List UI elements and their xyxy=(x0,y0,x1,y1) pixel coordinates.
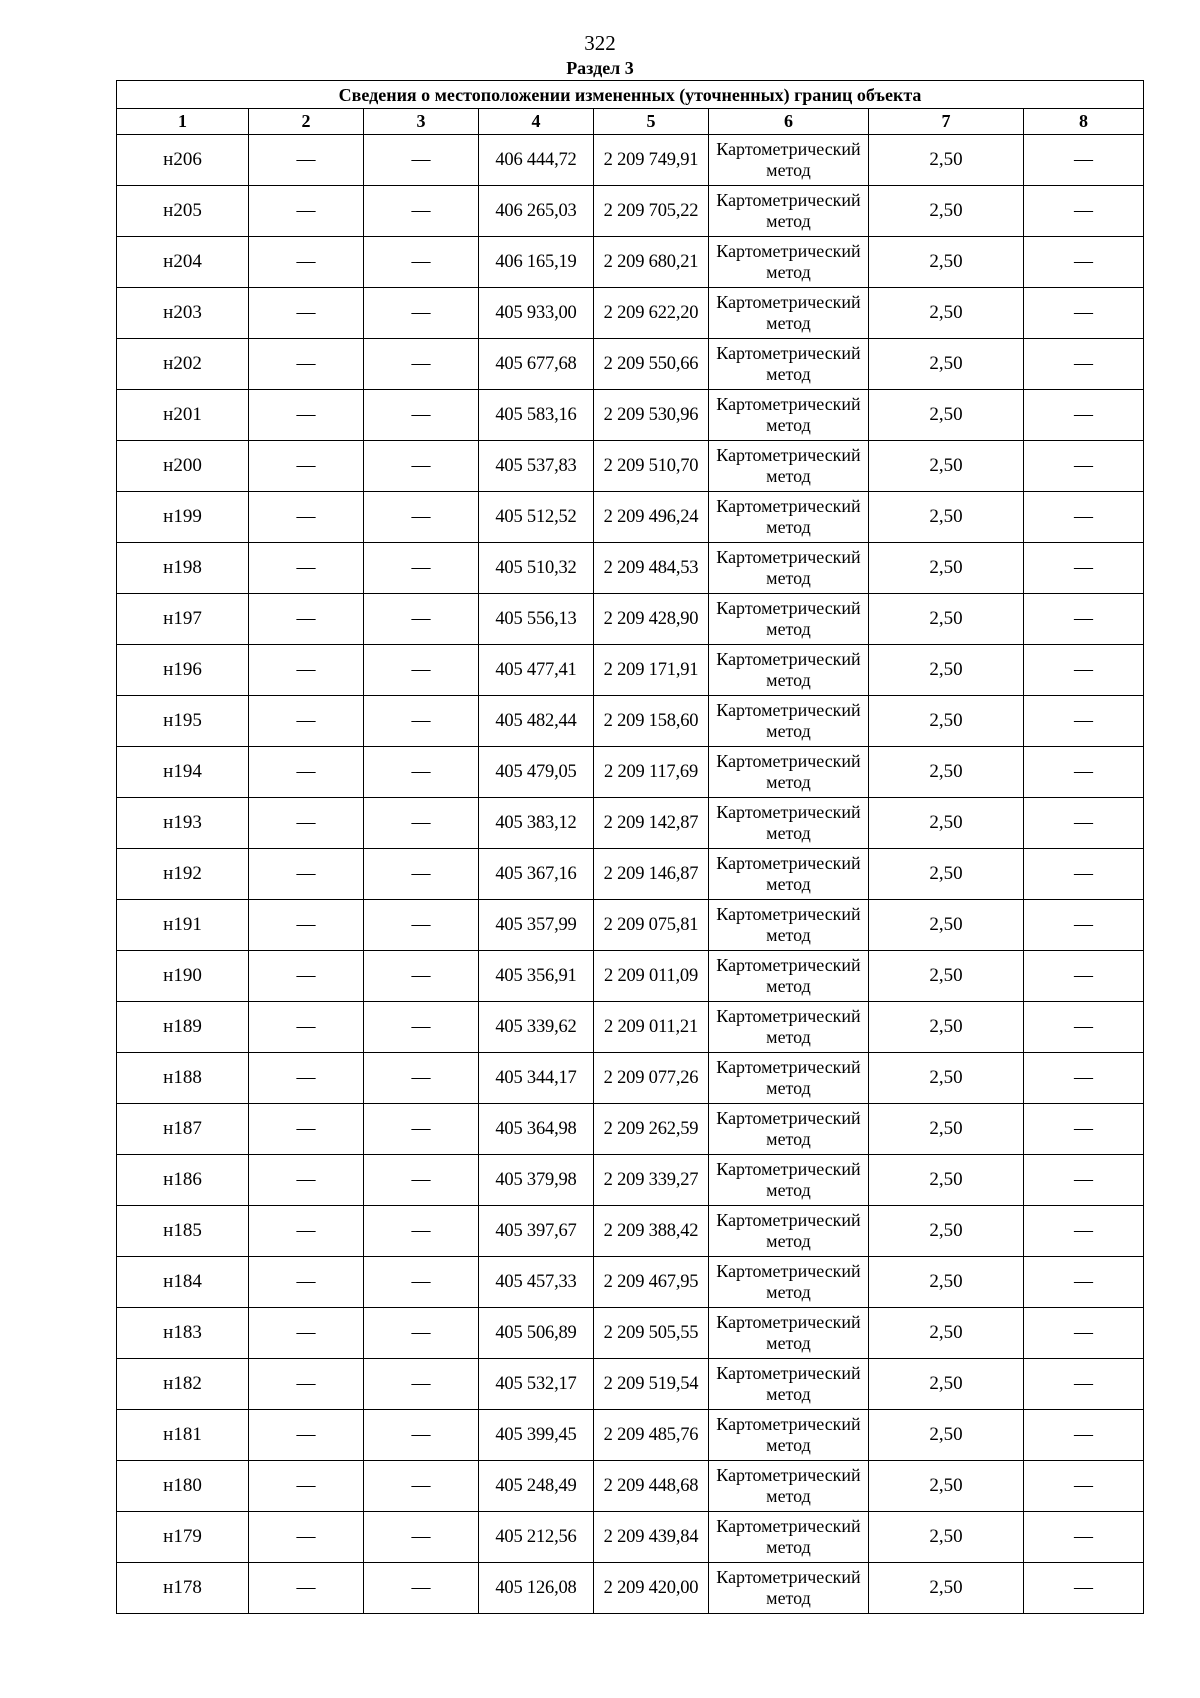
method-cell: Картометрический метод xyxy=(709,441,869,492)
coord-x-cell: 405 397,67 xyxy=(479,1206,594,1257)
point-number-cell: н186 xyxy=(117,1155,249,1206)
point-number-cell: н206 xyxy=(117,135,249,186)
coord-x-cell: 405 479,05 xyxy=(479,747,594,798)
point-number-cell: н202 xyxy=(117,339,249,390)
dash-cell: — xyxy=(1024,1104,1144,1155)
method-cell: Картометрический метод xyxy=(709,1155,869,1206)
table-row xyxy=(117,1563,1144,1614)
table-row xyxy=(117,1155,1144,1206)
table-row xyxy=(117,390,1144,441)
accuracy-cell: 2,50 xyxy=(869,237,1024,288)
column-number: 1 xyxy=(117,109,249,135)
dash-cell: — xyxy=(1024,288,1144,339)
accuracy-cell: 2,50 xyxy=(869,1359,1024,1410)
coord-y-cell: 2 209 467,95 xyxy=(594,1257,709,1308)
coord-y-cell: 2 209 075,81 xyxy=(594,900,709,951)
table-row xyxy=(117,594,1144,645)
coord-x-cell: 405 356,91 xyxy=(479,951,594,1002)
coord-x-cell: 406 265,03 xyxy=(479,186,594,237)
dash-cell: — xyxy=(1024,1461,1144,1512)
page-number: 322 xyxy=(584,31,616,55)
dash-cell: — xyxy=(1024,1359,1144,1410)
coord-y-cell: 2 209 510,70 xyxy=(594,441,709,492)
table-row xyxy=(117,1053,1144,1104)
point-number-cell: н204 xyxy=(117,237,249,288)
dash-cell: — xyxy=(1024,798,1144,849)
coord-y-cell: 2 209 077,26 xyxy=(594,1053,709,1104)
accuracy-cell: 2,50 xyxy=(869,849,1024,900)
coord-x-cell: 405 457,33 xyxy=(479,1257,594,1308)
method-cell: Картометрический метод xyxy=(709,645,869,696)
table-row xyxy=(117,900,1144,951)
dash-cell: — xyxy=(1024,492,1144,543)
point-number-cell: н180 xyxy=(117,1461,249,1512)
coord-y-cell: 2 209 705,22 xyxy=(594,186,709,237)
table-row xyxy=(117,1206,1144,1257)
coord-y-cell: 2 209 485,76 xyxy=(594,1410,709,1461)
dash-cell: — xyxy=(249,1512,364,1563)
accuracy-cell: 2,50 xyxy=(869,492,1024,543)
dash-cell: — xyxy=(1024,747,1144,798)
coord-x-cell: 405 532,17 xyxy=(479,1359,594,1410)
dash-cell: — xyxy=(249,1002,364,1053)
point-number-cell: н193 xyxy=(117,798,249,849)
dash-cell: — xyxy=(364,594,479,645)
dash-cell: — xyxy=(249,1563,364,1614)
point-number-cell: н182 xyxy=(117,1359,249,1410)
dash-cell: — xyxy=(364,900,479,951)
dash-cell: — xyxy=(249,747,364,798)
table-row xyxy=(117,1512,1144,1563)
table-row xyxy=(117,237,1144,288)
dash-cell: — xyxy=(1024,594,1144,645)
method-cell: Картометрический метод xyxy=(709,1308,869,1359)
dash-cell: — xyxy=(364,747,479,798)
coord-y-cell: 2 209 680,21 xyxy=(594,237,709,288)
coord-y-cell: 2 209 171,91 xyxy=(594,645,709,696)
point-number-cell: н192 xyxy=(117,849,249,900)
accuracy-cell: 2,50 xyxy=(869,543,1024,594)
dash-cell: — xyxy=(1024,645,1144,696)
dash-cell: — xyxy=(364,135,479,186)
dash-cell: — xyxy=(364,492,479,543)
dash-cell: — xyxy=(249,951,364,1002)
dash-cell: — xyxy=(1024,543,1144,594)
accuracy-cell: 2,50 xyxy=(869,135,1024,186)
accuracy-cell: 2,50 xyxy=(869,645,1024,696)
coord-y-cell: 2 209 262,59 xyxy=(594,1104,709,1155)
point-number-cell: н200 xyxy=(117,441,249,492)
dash-cell: — xyxy=(1024,1257,1144,1308)
column-number-row xyxy=(117,109,1144,135)
column-number: 2 xyxy=(249,109,364,135)
dash-cell: — xyxy=(249,543,364,594)
method-cell: Картометрический метод xyxy=(709,1512,869,1563)
point-number-cell: н181 xyxy=(117,1410,249,1461)
dash-cell: — xyxy=(1024,237,1144,288)
dash-cell: — xyxy=(249,1155,364,1206)
dash-cell: — xyxy=(249,1104,364,1155)
coord-x-cell: 405 212,56 xyxy=(479,1512,594,1563)
method-cell: Картометрический метод xyxy=(709,951,869,1002)
dash-cell: — xyxy=(1024,390,1144,441)
coord-x-cell: 406 444,72 xyxy=(479,135,594,186)
table-row xyxy=(117,951,1144,1002)
coord-x-cell: 405 512,52 xyxy=(479,492,594,543)
dash-cell: — xyxy=(1024,696,1144,747)
dash-cell: — xyxy=(1024,1053,1144,1104)
point-number-cell: н205 xyxy=(117,186,249,237)
coord-y-cell: 2 209 142,87 xyxy=(594,798,709,849)
coord-y-cell: 2 209 496,24 xyxy=(594,492,709,543)
section-title: Раздел 3 xyxy=(566,58,634,78)
dash-cell: — xyxy=(249,339,364,390)
accuracy-cell: 2,50 xyxy=(869,1257,1024,1308)
dash-cell: — xyxy=(1024,951,1144,1002)
coord-y-cell: 2 209 622,20 xyxy=(594,288,709,339)
method-cell: Картометрический метод xyxy=(709,1461,869,1512)
dash-cell: — xyxy=(364,798,479,849)
coord-y-cell: 2 209 011,21 xyxy=(594,1002,709,1053)
point-number-cell: н196 xyxy=(117,645,249,696)
dash-cell: — xyxy=(1024,1563,1144,1614)
dash-cell: — xyxy=(249,1308,364,1359)
coord-y-cell: 2 209 339,27 xyxy=(594,1155,709,1206)
coord-x-cell: 405 556,13 xyxy=(479,594,594,645)
method-cell: Картометрический метод xyxy=(709,237,869,288)
accuracy-cell: 2,50 xyxy=(869,390,1024,441)
dash-cell: — xyxy=(1024,1512,1144,1563)
dash-cell: — xyxy=(1024,1206,1144,1257)
dash-cell: — xyxy=(249,1257,364,1308)
method-cell: Картометрический метод xyxy=(709,696,869,747)
dash-cell: — xyxy=(364,1257,479,1308)
coord-y-cell: 2 209 749,91 xyxy=(594,135,709,186)
accuracy-cell: 2,50 xyxy=(869,1155,1024,1206)
table-caption: Сведения о местоположении измененных (уточненных) границ объекта xyxy=(117,81,1144,109)
column-number: 6 xyxy=(709,109,869,135)
coord-x-cell: 405 477,41 xyxy=(479,645,594,696)
accuracy-cell: 2,50 xyxy=(869,441,1024,492)
dash-cell: — xyxy=(364,1155,479,1206)
method-cell: Картометрический метод xyxy=(709,849,869,900)
point-number-cell: н203 xyxy=(117,288,249,339)
method-cell: Картометрический метод xyxy=(709,543,869,594)
point-number-cell: н187 xyxy=(117,1104,249,1155)
dash-cell: — xyxy=(249,441,364,492)
dash-cell: — xyxy=(1024,441,1144,492)
dash-cell: — xyxy=(1024,1155,1144,1206)
dash-cell: — xyxy=(249,645,364,696)
method-cell: Картометрический метод xyxy=(709,186,869,237)
dash-cell: — xyxy=(364,696,479,747)
point-number-cell: н199 xyxy=(117,492,249,543)
coord-x-cell: 405 537,83 xyxy=(479,441,594,492)
table-row xyxy=(117,135,1144,186)
table-row xyxy=(117,1359,1144,1410)
boundary-coordinates-table xyxy=(116,80,1144,1614)
coord-y-cell: 2 209 530,96 xyxy=(594,390,709,441)
coord-y-cell: 2 209 448,68 xyxy=(594,1461,709,1512)
dash-cell: — xyxy=(364,441,479,492)
dash-cell: — xyxy=(364,543,479,594)
point-number-cell: н184 xyxy=(117,1257,249,1308)
dash-cell: — xyxy=(249,849,364,900)
table-row xyxy=(117,441,1144,492)
method-cell: Картометрический метод xyxy=(709,1257,869,1308)
coord-y-cell: 2 209 505,55 xyxy=(594,1308,709,1359)
dash-cell: — xyxy=(1024,339,1144,390)
coord-y-cell: 2 209 428,90 xyxy=(594,594,709,645)
coord-y-cell: 2 209 519,54 xyxy=(594,1359,709,1410)
dash-cell: — xyxy=(364,1461,479,1512)
coord-x-cell: 405 248,49 xyxy=(479,1461,594,1512)
table-row xyxy=(117,543,1144,594)
column-number: 3 xyxy=(364,109,479,135)
coord-x-cell: 405 510,32 xyxy=(479,543,594,594)
point-number-cell: н179 xyxy=(117,1512,249,1563)
accuracy-cell: 2,50 xyxy=(869,1053,1024,1104)
table-row xyxy=(117,1104,1144,1155)
point-number-cell: н201 xyxy=(117,390,249,441)
accuracy-cell: 2,50 xyxy=(869,594,1024,645)
coord-x-cell: 406 165,19 xyxy=(479,237,594,288)
dash-cell: — xyxy=(1024,135,1144,186)
dash-cell: — xyxy=(249,594,364,645)
column-number: 8 xyxy=(1024,109,1144,135)
coord-x-cell: 405 383,12 xyxy=(479,798,594,849)
dash-cell: — xyxy=(249,696,364,747)
table-row xyxy=(117,186,1144,237)
table-row xyxy=(117,696,1144,747)
accuracy-cell: 2,50 xyxy=(869,339,1024,390)
dash-cell: — xyxy=(364,951,479,1002)
column-number: 5 xyxy=(594,109,709,135)
method-cell: Картометрический метод xyxy=(709,1053,869,1104)
dash-cell: — xyxy=(364,1308,479,1359)
coord-x-cell: 405 367,16 xyxy=(479,849,594,900)
point-number-cell: н194 xyxy=(117,747,249,798)
coord-x-cell: 405 126,08 xyxy=(479,1563,594,1614)
dash-cell: — xyxy=(364,645,479,696)
accuracy-cell: 2,50 xyxy=(869,288,1024,339)
method-cell: Картометрический метод xyxy=(709,798,869,849)
accuracy-cell: 2,50 xyxy=(869,1461,1024,1512)
table-row xyxy=(117,849,1144,900)
dash-cell: — xyxy=(249,1206,364,1257)
method-cell: Картометрический метод xyxy=(709,1410,869,1461)
accuracy-cell: 2,50 xyxy=(869,951,1024,1002)
table-row xyxy=(117,1257,1144,1308)
dash-cell: — xyxy=(364,1104,479,1155)
dash-cell: — xyxy=(249,1359,364,1410)
dash-cell: — xyxy=(364,1410,479,1461)
accuracy-cell: 2,50 xyxy=(869,1512,1024,1563)
dash-cell: — xyxy=(249,135,364,186)
accuracy-cell: 2,50 xyxy=(869,1104,1024,1155)
accuracy-cell: 2,50 xyxy=(869,747,1024,798)
dash-cell: — xyxy=(249,492,364,543)
dash-cell: — xyxy=(249,1461,364,1512)
method-cell: Картометрический метод xyxy=(709,492,869,543)
dash-cell: — xyxy=(1024,849,1144,900)
dash-cell: — xyxy=(364,237,479,288)
table-row xyxy=(117,1410,1144,1461)
dash-cell: — xyxy=(249,390,364,441)
dash-cell: — xyxy=(364,1053,479,1104)
dash-cell: — xyxy=(249,798,364,849)
coord-y-cell: 2 209 439,84 xyxy=(594,1512,709,1563)
dash-cell: — xyxy=(364,339,479,390)
point-number-cell: н190 xyxy=(117,951,249,1002)
coord-y-cell: 2 209 146,87 xyxy=(594,849,709,900)
dash-cell: — xyxy=(1024,1308,1144,1359)
dash-cell: — xyxy=(249,186,364,237)
dash-cell: — xyxy=(364,390,479,441)
method-cell: Картометрический метод xyxy=(709,288,869,339)
coord-x-cell: 405 344,17 xyxy=(479,1053,594,1104)
table-row xyxy=(117,1461,1144,1512)
method-cell: Картометрический метод xyxy=(709,594,869,645)
coord-y-cell: 2 209 388,42 xyxy=(594,1206,709,1257)
dash-cell: — xyxy=(364,1563,479,1614)
accuracy-cell: 2,50 xyxy=(869,186,1024,237)
point-number-cell: н197 xyxy=(117,594,249,645)
point-number-cell: н183 xyxy=(117,1308,249,1359)
method-cell: Картометрический метод xyxy=(709,1359,869,1410)
coord-x-cell: 405 357,99 xyxy=(479,900,594,951)
dash-cell: — xyxy=(1024,900,1144,951)
coord-x-cell: 405 677,68 xyxy=(479,339,594,390)
table-row xyxy=(117,645,1144,696)
coord-x-cell: 405 399,45 xyxy=(479,1410,594,1461)
coord-y-cell: 2 209 011,09 xyxy=(594,951,709,1002)
dash-cell: — xyxy=(364,288,479,339)
dash-cell: — xyxy=(364,186,479,237)
accuracy-cell: 2,50 xyxy=(869,900,1024,951)
accuracy-cell: 2,50 xyxy=(869,798,1024,849)
point-number-cell: н189 xyxy=(117,1002,249,1053)
method-cell: Картометрический метод xyxy=(709,135,869,186)
point-number-cell: н185 xyxy=(117,1206,249,1257)
method-cell: Картометрический метод xyxy=(709,1002,869,1053)
coord-y-cell: 2 209 420,00 xyxy=(594,1563,709,1614)
coord-x-cell: 405 379,98 xyxy=(479,1155,594,1206)
method-cell: Картометрический метод xyxy=(709,339,869,390)
method-cell: Картометрический метод xyxy=(709,1104,869,1155)
accuracy-cell: 2,50 xyxy=(869,1206,1024,1257)
dash-cell: — xyxy=(1024,186,1144,237)
dash-cell: — xyxy=(249,1053,364,1104)
coord-y-cell: 2 209 117,69 xyxy=(594,747,709,798)
point-number-cell: н188 xyxy=(117,1053,249,1104)
method-cell: Картометрический метод xyxy=(709,747,869,798)
coord-x-cell: 405 583,16 xyxy=(479,390,594,441)
dash-cell: — xyxy=(249,237,364,288)
coord-y-cell: 2 209 158,60 xyxy=(594,696,709,747)
coord-x-cell: 405 364,98 xyxy=(479,1104,594,1155)
dash-cell: — xyxy=(249,1410,364,1461)
column-number: 4 xyxy=(479,109,594,135)
point-number-cell: н198 xyxy=(117,543,249,594)
table-row xyxy=(117,288,1144,339)
dash-cell: — xyxy=(364,1002,479,1053)
accuracy-cell: 2,50 xyxy=(869,1563,1024,1614)
point-number-cell: н191 xyxy=(117,900,249,951)
coord-x-cell: 405 933,00 xyxy=(479,288,594,339)
accuracy-cell: 2,50 xyxy=(869,1410,1024,1461)
coord-y-cell: 2 209 484,53 xyxy=(594,543,709,594)
table-row xyxy=(117,492,1144,543)
coord-x-cell: 405 506,89 xyxy=(479,1308,594,1359)
method-cell: Картометрический метод xyxy=(709,900,869,951)
dash-cell: — xyxy=(364,1359,479,1410)
point-number-cell: н178 xyxy=(117,1563,249,1614)
coord-x-cell: 405 482,44 xyxy=(479,696,594,747)
accuracy-cell: 2,50 xyxy=(869,1002,1024,1053)
table-row xyxy=(117,798,1144,849)
table-body xyxy=(117,135,1144,1614)
dash-cell: — xyxy=(364,1206,479,1257)
method-cell: Картометрический метод xyxy=(709,1563,869,1614)
coord-x-cell: 405 339,62 xyxy=(479,1002,594,1053)
accuracy-cell: 2,50 xyxy=(869,1308,1024,1359)
dash-cell: — xyxy=(364,849,479,900)
dash-cell: — xyxy=(249,288,364,339)
coord-y-cell: 2 209 550,66 xyxy=(594,339,709,390)
table-row xyxy=(117,747,1144,798)
table-row xyxy=(117,1308,1144,1359)
accuracy-cell: 2,50 xyxy=(869,696,1024,747)
method-cell: Картометрический метод xyxy=(709,1206,869,1257)
point-number-cell: н195 xyxy=(117,696,249,747)
table-row xyxy=(117,339,1144,390)
dash-cell: — xyxy=(249,900,364,951)
dash-cell: — xyxy=(364,1512,479,1563)
table-row xyxy=(117,1002,1144,1053)
method-cell: Картометрический метод xyxy=(709,390,869,441)
dash-cell: — xyxy=(1024,1002,1144,1053)
dash-cell: — xyxy=(1024,1410,1144,1461)
column-number: 7 xyxy=(869,109,1024,135)
